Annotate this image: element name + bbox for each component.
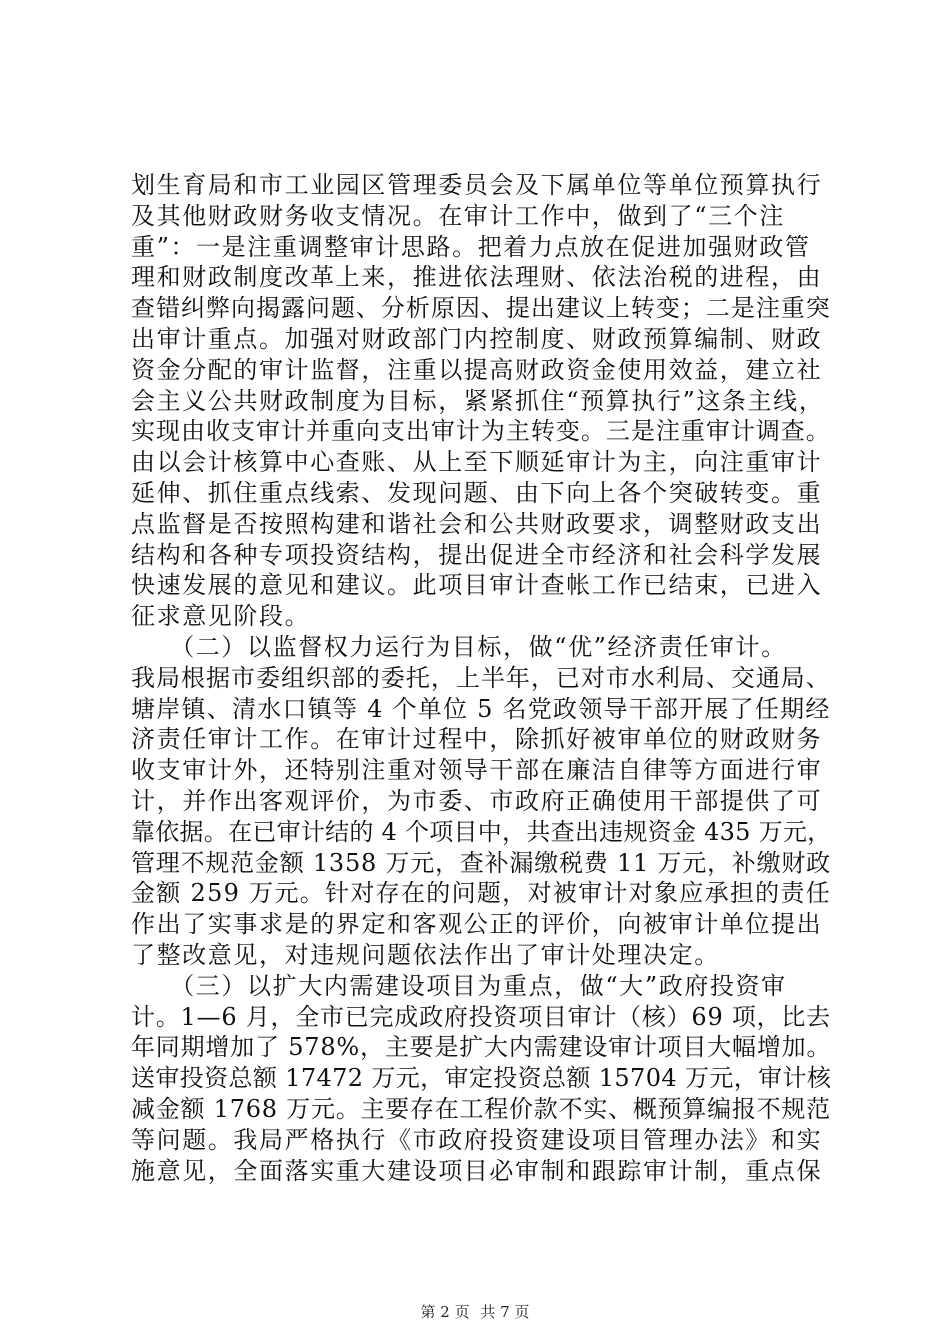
text-line: 查错纠弊向揭露问题、分析原因、提出建议上转变；二是注重突 bbox=[131, 294, 831, 323]
text-line: 施意见，全面落实重大建设项目必审制和跟踪审计制，重点保 bbox=[131, 1156, 823, 1185]
text-line: 理和财政制度改革上来，推进依法理财、依法治税的进程，由 bbox=[131, 263, 823, 292]
text-line: 塘岸镇、清水口镇等 4 个单位 5 名党政领导干部开展了任期经 bbox=[131, 694, 831, 723]
text-line: 重”：一是注重调整审计思路。把着力点放在促进加强财政管 bbox=[131, 232, 811, 261]
text-line: 计，并作出客观评价，为市委、市政府正确使用干部提供了可 bbox=[131, 786, 823, 815]
text-line: 结构和各种专项投资结构，提出促进全市经济和社会科学发展 bbox=[131, 540, 823, 569]
text-line: 划生育局和市工业园区管理委员会及下属单位等单位预算执行 bbox=[131, 171, 823, 199]
page-number: 第 2 页 bbox=[420, 1303, 470, 1321]
text-line: 资金分配的审计监督，注重以提高财政资金使用效益，建立社 bbox=[131, 355, 823, 384]
text-line: 济责任审计工作。在审计过程中，除抓好被审单位的财政财务 bbox=[131, 725, 823, 754]
text-line: 由以会计核算中心查账、从上至下顺延审计为主，向注重审计 bbox=[131, 448, 823, 477]
text-line: 收支审计外，还特别注重对领导干部在廉洁自律等方面进行审 bbox=[131, 756, 823, 785]
text-line: 延伸、抓住重点线索、发现问题、由下向上各个突破转变。重 bbox=[131, 478, 823, 507]
text-line: 减金额 1768 万元。主要存在工程价款不实、概预算编报不规范 bbox=[131, 1094, 831, 1123]
text-line: 送审投资总额 17472 万元，审定投资总额 15704 万元，审计核 bbox=[131, 1064, 832, 1093]
text-line: 金额 259 万元。针对存在的问题，对被审计对象应承担的责任 bbox=[131, 879, 832, 908]
body-text bbox=[131, 170, 831, 1186]
text-line: 管理不规范金额 1358 万元，查补漏缴税费 11 万元，补缴财政 bbox=[131, 848, 831, 877]
text-line: 计。1—6 月，全市已完成政府投资项目审计（核）69 项，比去 bbox=[131, 1002, 831, 1031]
text-line: 及其他财政财务收支情况。在审计工作中，做到了“三个注 bbox=[131, 201, 785, 230]
text-line: 靠依据。在已审计结的 4 个项目中，共查出违规资金 435 万元， bbox=[131, 817, 832, 846]
text-line: 出审计重点。加强对财政部门内控制度、财政预算编制、财政 bbox=[131, 324, 823, 353]
text-line: （二）以监督权力运行为目标，做“优”经济责任审计。 bbox=[131, 632, 787, 661]
text-line: 征求意见阶段。 bbox=[131, 602, 311, 631]
text-line: （三）以扩大内需建设项目为重点，做“大”政府投资审 bbox=[131, 971, 787, 1000]
text-line: 快速发展的意见和建议。此项目审计查帐工作已结束，已进入 bbox=[131, 571, 823, 600]
text-line: 点监督是否按照构建和谐社会和公共财政要求，调整财政支出 bbox=[131, 509, 823, 538]
text-line: 年同期增加了 578%，主要是扩大内需建设审计项目大幅增加。 bbox=[131, 1033, 832, 1062]
text-line: 等问题。我局严格执行《市政府投资建设项目管理办法》和实 bbox=[131, 1125, 823, 1154]
text-line: 实现由收支审计并重向支出审计为主转变。三是注重审计调查。 bbox=[131, 417, 831, 446]
text-line: 我局根据市委组织部的委托，上半年，已对市水利局、交通局、 bbox=[131, 663, 831, 692]
page-footer bbox=[0, 1302, 950, 1322]
text-line: 会主义公共财政制度为目标，紧紧抓住“预算执行”这条主线， bbox=[131, 386, 825, 415]
text-line: 作出了实事求是的界定和客观公正的评价，向被审计单位提出 bbox=[131, 910, 823, 939]
page-total: 共 7 页 bbox=[480, 1303, 530, 1321]
text-line: 了整改意见，对违规问题依法作出了审计处理决定。 bbox=[131, 940, 720, 969]
